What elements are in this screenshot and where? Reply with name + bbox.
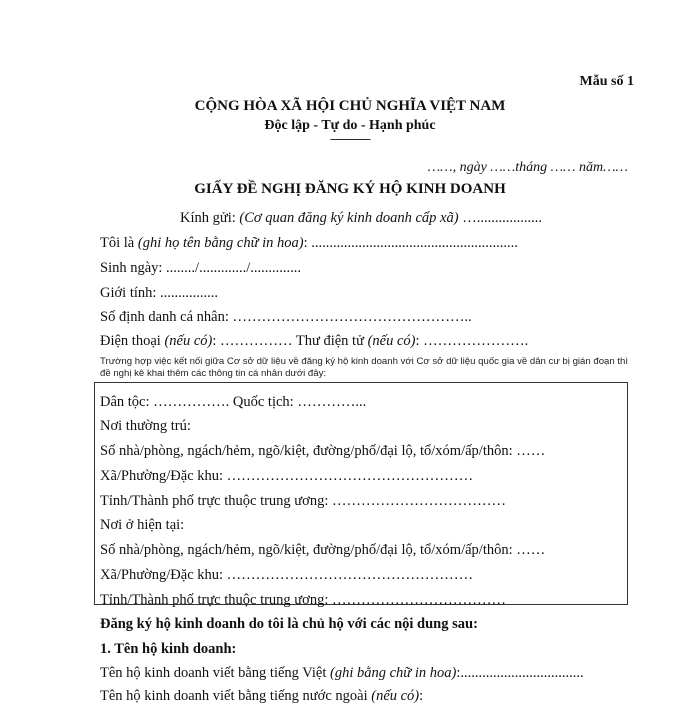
permanent-residence-label: Nơi thường trú: [100,418,191,434]
id-number-field: Số định danh cá nhân: ………………………………………….. [100,309,472,325]
foreign-name-fill: : [419,688,424,704]
current-ward-field: Xã/Phường/Đặc khu: …………………………………………… [100,567,474,583]
name-label: Tôi là [100,235,138,251]
vn-business-name-field [100,665,584,682]
gender-field: Giới tính: ................ [100,285,219,301]
foreign-business-name-field [100,688,423,705]
permanent-street-field: Số nhà/phòng, ngách/hẻm, ngõ/kiệt, đường/phố/đại lộ, tổ/xóm/ấp/thôn: …… [100,443,546,459]
vn-name-hint: (ghi bằng chữ in hoa) [330,665,457,681]
email-fill: : …………………. [415,333,529,349]
vn-name-fill: :.................................. [456,665,584,681]
motto: Độc lập - Tự do - Hạnh phúc [264,118,436,133]
name-field [100,235,518,252]
vn-name-label: Tên hộ kinh doanh viết bằng tiếng Việt [100,665,331,681]
form-number: Mẫu số 1 [579,74,634,89]
phone-fill: : …………… [212,333,296,349]
phone-label: Điện thoại [100,333,165,349]
name-hint: (ghi họ tên bằng chữ in hoa) [137,235,304,251]
current-street-field: Số nhà/phòng, ngách/hẻm, ngõ/kiệt, đường/phố/đại lộ, tổ/xóm/ấp/thôn: …… [100,542,546,558]
recipient-line [180,210,542,227]
recipient-hint: (Cơ quan đăng ký kinh doanh cấp xã) [239,210,459,226]
current-province-field: Tỉnh/Thành phố trực thuộc trung ương: ……………………………… [100,592,506,608]
foreign-name-label: Tên hộ kinh doanh viết bằng tiếng nước ngoài [100,688,372,704]
dob-field: Sinh ngày: ......../............./.............. [100,260,301,276]
nation-heading: CỘNG HÒA XÃ HỘI CHỦ NGHĨA VIỆT NAM [194,98,506,114]
contact-field [100,333,528,350]
name-fill: : ......................................................... [303,235,518,251]
recipient-fill: ….................. [458,210,542,226]
phone-hint: (nếu có) [164,333,213,349]
permanent-ward-field: Xã/Phường/Đặc khu: …………………………………………… [100,468,474,484]
ethnicity-nationality: Dân tộc: ……………. Quốc tịch: …………... [100,394,367,410]
interruption-note: Trường hợp việc kết nối giữa Cơ sở dữ liệu về đăng ký hộ kinh doanh với Cơ sở dữ liệu quốc gia về dân cư bị gián đoạn thì đề nghị kê khai thêm các thông tin cá nhân dưới đây: [100,356,629,379]
permanent-province-field: Tỉnh/Thành phố trực thuộc trung ương: ……………………………… [100,493,506,509]
current-residence-label: Nơi ở hiện tại: [100,517,185,533]
section-1-heading: 1. Tên hộ kinh doanh: [100,641,237,657]
register-statement: Đăng ký hộ kinh doanh do tôi là chủ hộ với các nội dung sau: [100,616,478,632]
email-label: Thư điện tử [295,333,368,349]
header-separator: --------------- [330,133,370,145]
recipient-label: Kính gửi: [180,210,240,226]
foreign-name-hint: (nếu có) [371,688,420,704]
date-line: ……, ngày ……tháng …… năm…… [427,160,628,175]
document-title: GIẤY ĐỀ NGHỊ ĐĂNG KÝ HỘ KINH DOANH [194,181,506,197]
email-hint: (nếu có) [367,333,416,349]
